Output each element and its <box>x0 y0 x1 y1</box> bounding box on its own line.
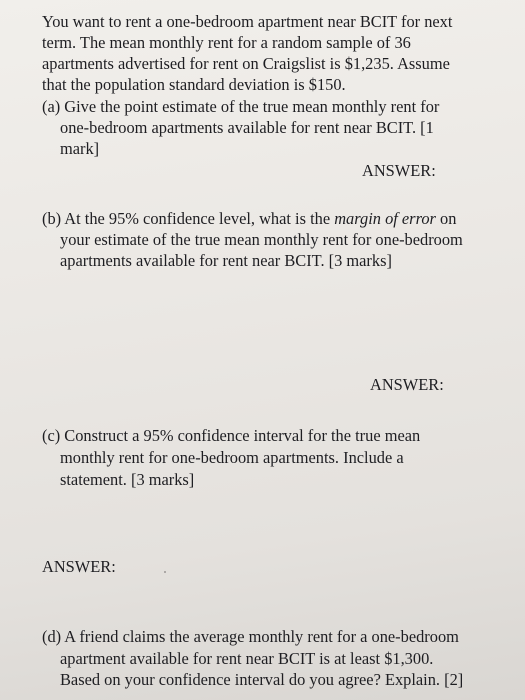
question-b-line-1 <box>42 209 456 229</box>
answer-a-label: ANSWER: <box>362 161 436 180</box>
question-d-line-2: apartment available for rent near BCIT is at least $1,300. <box>60 649 434 668</box>
intro-line-3: apartments advertised for rent on Craigslist is $1,235. Assume <box>42 54 450 73</box>
question-b-line-2: your estimate of the true mean monthly rent for one-bedroom <box>60 230 463 249</box>
question-b-emphasis: margin of error <box>334 209 436 228</box>
question-b-line-1-end: on <box>435 209 457 228</box>
stray-mark <box>164 571 166 573</box>
question-c-line-3: statement. [3 marks] <box>60 470 195 489</box>
question-d-line-1: (d) A friend claims the average monthly rent for a one-bedroom <box>42 627 459 646</box>
answer-b-label: ANSWER: <box>370 375 444 394</box>
question-a-line-1: (a) Give the point estimate of the true mean monthly rent for <box>42 97 440 116</box>
question-c-line-1: (c) Construct a 95% confidence interval for the true mean <box>42 426 421 445</box>
intro-line-1: You want to rent a one-bedroom apartment near BCIT for next <box>42 12 453 31</box>
intro-line-2: term. The mean monthly rent for a random sample of 36 <box>42 33 411 52</box>
intro-line-4: that the population standard deviation is $150. <box>42 75 346 94</box>
question-a-line-3: mark] <box>60 139 100 158</box>
question-a-line-2: one-bedroom apartments available for rent near BCIT. [1 <box>60 118 434 137</box>
question-b-line-3: apartments available for rent near BCIT. [3 marks] <box>60 251 392 270</box>
answer-c-label: ANSWER: <box>42 557 116 576</box>
question-c-line-2: monthly rent for one-bedroom apartments. Include a <box>60 448 404 467</box>
question-b-line-1-text: (b) At the 95% confidence level, what is the <box>42 209 335 228</box>
question-d-line-3: Based on your confidence interval do you agree? Explain. [2] <box>60 670 464 689</box>
